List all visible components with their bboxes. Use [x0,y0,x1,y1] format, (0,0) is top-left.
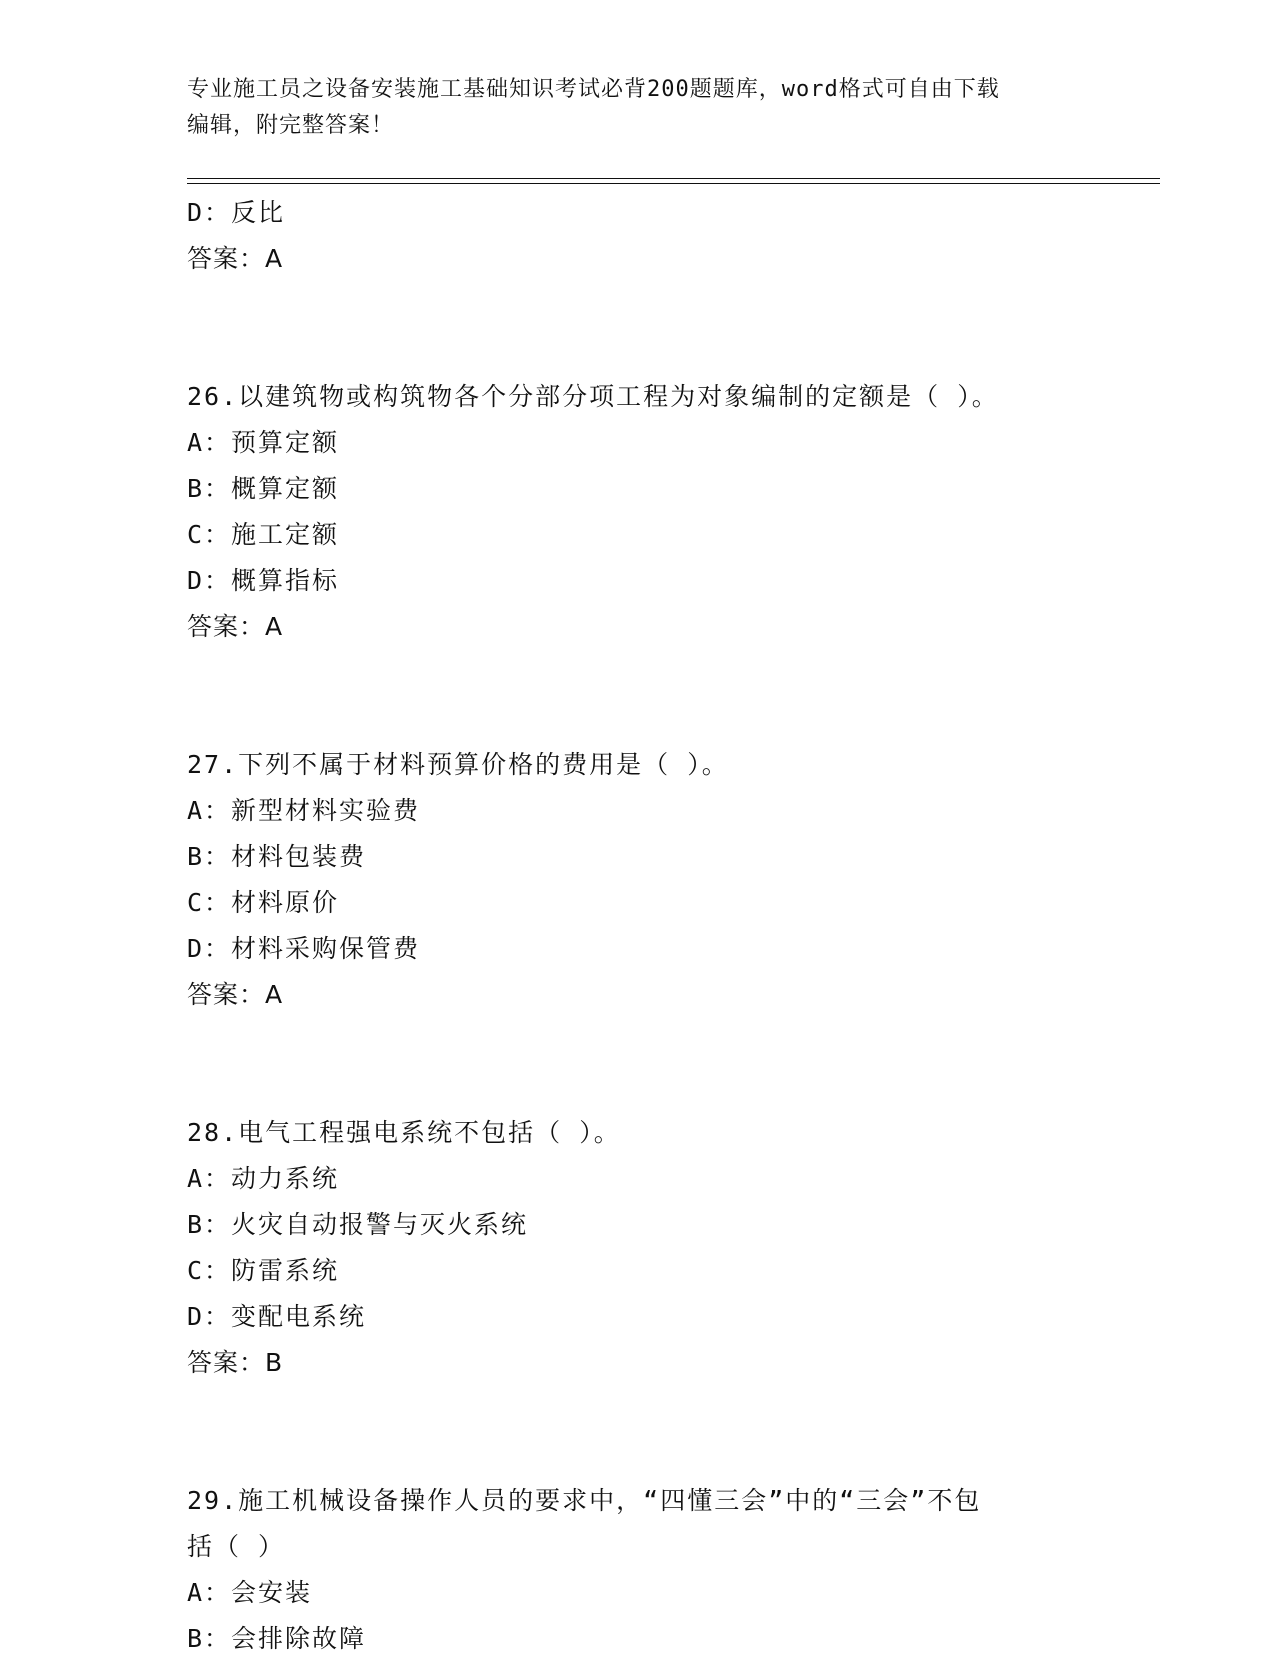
header-divider-bottom [187,183,1160,184]
previous-question-tail [187,190,1147,282]
answer-line: 答案：B [187,1348,284,1377]
question-text-line-1: 29.施工机械设备操作人员的要求中，“四懂三会”中的“三会”不包 [187,1486,982,1515]
option-d: D：反比 [187,198,286,227]
spacer [187,650,1147,742]
option-b: B：概算定额 [187,474,340,503]
question-text: 26.以建筑物或构筑物各个分部分项工程为对象编制的定额是（ ）。 [187,382,999,411]
option-a: A：会安装 [187,1578,313,1607]
question-27 [187,742,1147,1018]
spacer [187,1018,1147,1110]
option-b: B：火灾自动报警与灭火系统 [187,1210,529,1239]
answer-line: 答案：A [187,980,284,1009]
option-a: A：新型材料实验费 [187,796,421,825]
question-29 [187,1478,1147,1662]
header-divider-top [187,178,1160,179]
option-a: A：预算定额 [187,428,340,457]
option-b: B：材料包装费 [187,842,367,871]
document-header [187,72,1087,144]
header-line-2: 编辑，附完整答案！ [187,113,395,138]
question-28 [187,1110,1147,1386]
option-d: D：材料采购保管费 [187,934,421,963]
option-c: C：材料原价 [187,888,340,917]
option-c: C：防雷系统 [187,1256,340,1285]
header-line-1: 专业施工员之设备安装施工基础知识考试必背200题题库，word格式可自由下载 [187,77,1000,102]
answer-line: 答案：A [187,612,284,641]
answer-line: 答案：A [187,244,284,273]
question-text-line-2: 括（ ） [187,1532,286,1561]
option-d: D：概算指标 [187,566,340,595]
spacer [187,282,1147,374]
question-text: 27.下列不属于材料预算价格的费用是（ ）。 [187,750,729,779]
question-text: 28.电气工程强电系统不包括（ ）。 [187,1118,621,1147]
question-26 [187,374,1147,650]
option-b: B：会排除故障 [187,1624,367,1653]
option-c: C：施工定额 [187,520,340,549]
option-d: D：变配电系统 [187,1302,367,1331]
spacer [187,1386,1147,1478]
option-a: A：动力系统 [187,1164,340,1193]
question-list [187,190,1147,1662]
